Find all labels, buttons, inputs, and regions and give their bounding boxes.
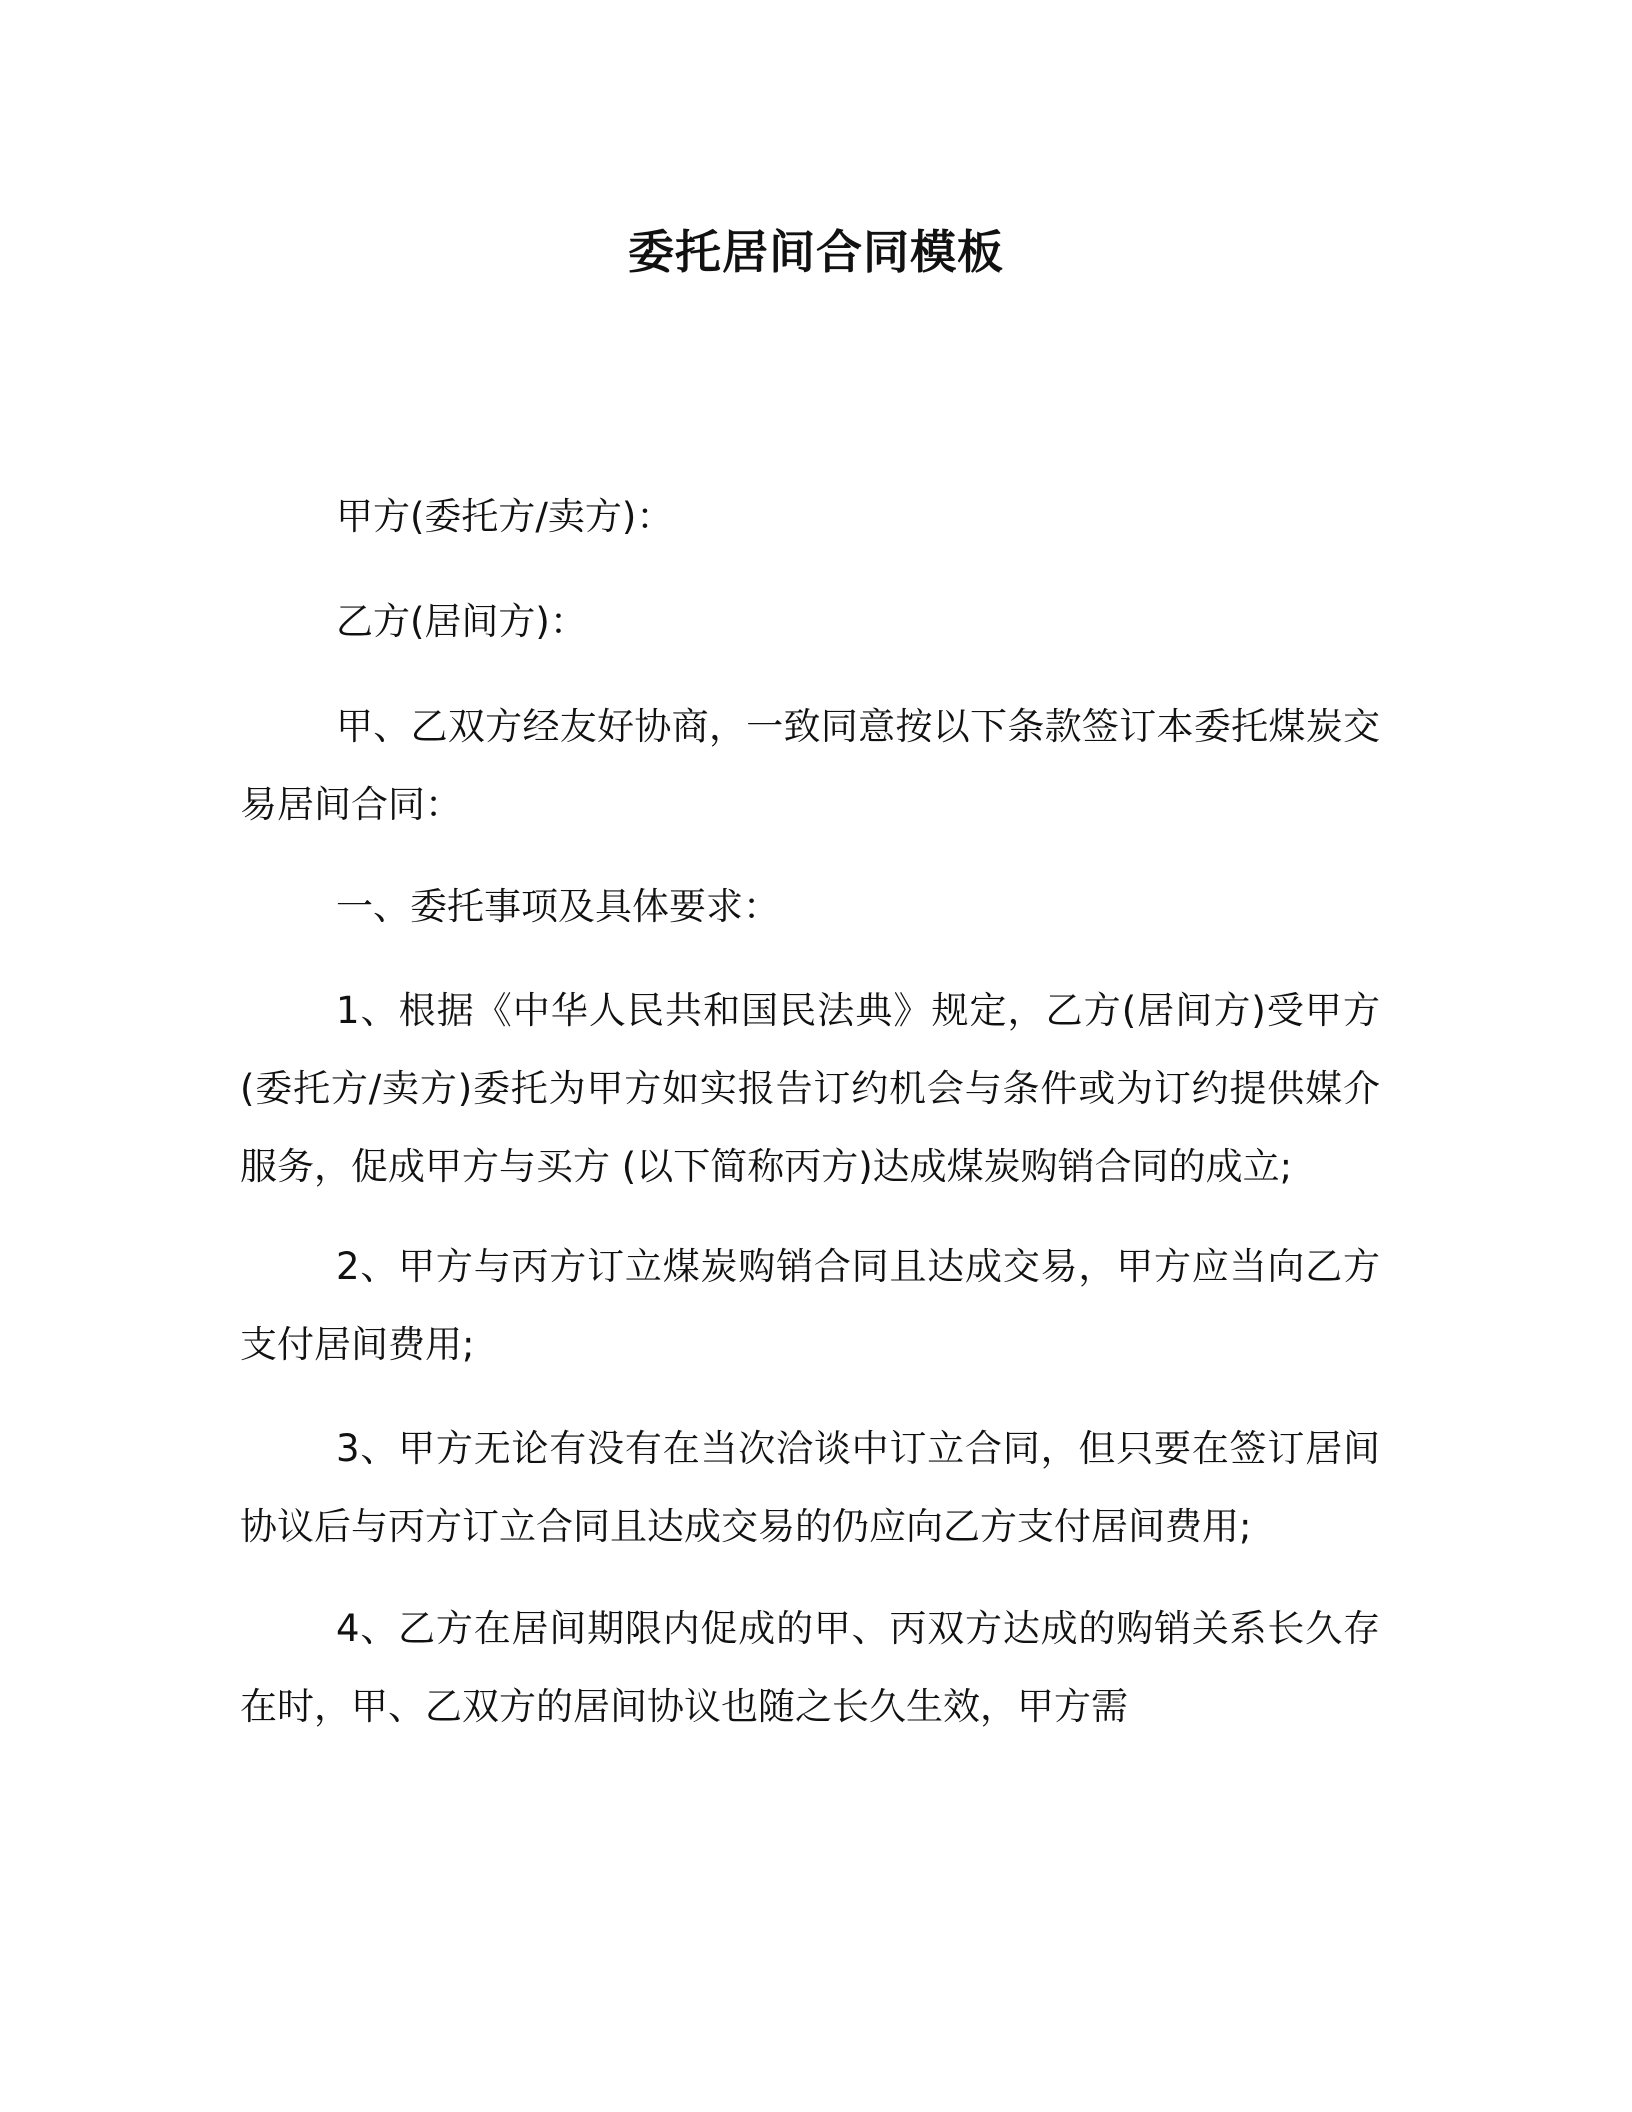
party-b-line: 乙方(居间方)： (336, 600, 587, 643)
party-a-line: 甲方(委托方/卖方)： (336, 495, 674, 538)
clause-3: 3、甲方无论有没有在当次洽谈中订立合同，但只要在签订居间协议后与丙方订立合同且达成交易的仍应向乙方支付居间费用; (240, 1427, 1380, 1548)
section-heading-1: 一、委托事项及具体要求： (336, 885, 780, 928)
intro-paragraph: 甲、乙双方经友好协商，一致同意按以下条款签订本委托煤炭交易居间合同： (240, 705, 1380, 826)
clause-1: 1、根据《中华人民共和国民法典》规定，乙方(居间方)受甲方(委托方/卖方)委托为甲方如实报告订约机会与条件或为订约提供媒介服务，促成甲方与买方 (以下简称丙方)达成煤炭购销合同的成立; (240, 989, 1380, 1188)
clause-2: 2、甲方与丙方订立煤炭购销合同且达成交易，甲方应当向乙方支付居间费用; (240, 1245, 1380, 1366)
clause-4: 4、乙方在居间期限内促成的甲、丙双方达成的购销关系长久存在时，甲、乙双方的居间协议也随之长久生效，甲方需 (240, 1607, 1380, 1728)
document-title: 委托居间合同模板 (628, 225, 1004, 279)
